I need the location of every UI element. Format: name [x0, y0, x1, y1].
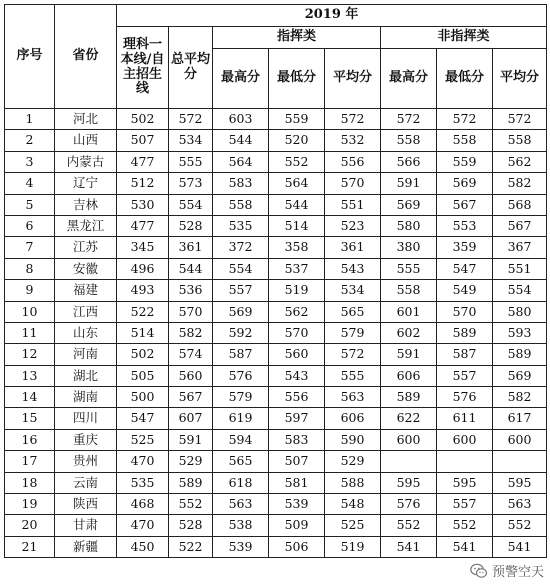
cell-line: 468 [117, 494, 169, 515]
cell-non-command-max: 622 [381, 408, 437, 429]
table-row [5, 194, 547, 215]
cell-command-min: 514 [269, 215, 325, 236]
cell-non-command-avg: 567 [493, 215, 547, 236]
cell-line: 535 [117, 472, 169, 493]
cell-non-command-max: 541 [381, 536, 437, 557]
cell-non-command-min: 589 [437, 322, 493, 343]
cell-non-command-max: 600 [381, 429, 437, 450]
table-row [5, 344, 547, 365]
cell-non-command-min: 359 [437, 237, 493, 258]
cell-province: 河北 [55, 109, 117, 130]
table-row [5, 494, 547, 515]
cell-command-min: 507 [269, 451, 325, 472]
cell-non-command-avg: 600 [493, 429, 547, 450]
cell-non-command-avg: 568 [493, 194, 547, 215]
cell-non-command-avg: 569 [493, 365, 547, 386]
cell-non-command-max: 591 [381, 173, 437, 194]
cell-non-command-min [437, 451, 493, 472]
cell-non-command-avg: 563 [493, 494, 547, 515]
cell-non-command-avg [493, 451, 547, 472]
cell-line: 500 [117, 387, 169, 408]
cell-total-avg: 522 [169, 536, 213, 557]
cell-non-command-max [381, 451, 437, 472]
cell-command-min: 552 [269, 151, 325, 172]
cell-index: 11 [5, 322, 55, 343]
cell-line: 450 [117, 536, 169, 557]
cell-non-command-avg: 552 [493, 515, 547, 536]
cell-index: 7 [5, 237, 55, 258]
cell-command-max: 563 [213, 494, 269, 515]
cell-non-command-min: 557 [437, 494, 493, 515]
header-non-command: 非指挥类 [381, 27, 547, 49]
table-row [5, 215, 547, 236]
header-index: 序号 [5, 5, 55, 109]
table-row [5, 301, 547, 322]
cell-command-max: 618 [213, 472, 269, 493]
cell-non-command-max: 555 [381, 258, 437, 279]
cell-province: 山西 [55, 130, 117, 151]
cell-non-command-avg: 572 [493, 109, 547, 130]
watermark [470, 561, 544, 580]
cell-index: 16 [5, 429, 55, 450]
cell-non-command-min: 611 [437, 408, 493, 429]
cell-province: 吉林 [55, 194, 117, 215]
cell-non-command-max: 566 [381, 151, 437, 172]
cell-index: 21 [5, 536, 55, 557]
cell-province: 辽宁 [55, 173, 117, 194]
table-row [5, 536, 547, 557]
cell-index: 2 [5, 130, 55, 151]
header-command-max: 最高分 [213, 49, 269, 109]
cell-non-command-min: 600 [437, 429, 493, 450]
cell-non-command-max: 580 [381, 215, 437, 236]
cell-non-command-max: 606 [381, 365, 437, 386]
table-row [5, 472, 547, 493]
cell-line: 505 [117, 365, 169, 386]
cell-command-min: 581 [269, 472, 325, 493]
cell-province: 湖南 [55, 387, 117, 408]
cell-line: 502 [117, 344, 169, 365]
table-body [5, 109, 547, 558]
header-command-min: 最低分 [269, 49, 325, 109]
cell-non-command-min: 587 [437, 344, 493, 365]
cell-command-max: 603 [213, 109, 269, 130]
cell-command-max: 535 [213, 215, 269, 236]
cell-command-min: 562 [269, 301, 325, 322]
cell-province: 贵州 [55, 451, 117, 472]
cell-non-command-avg: 551 [493, 258, 547, 279]
cell-total-avg: 582 [169, 322, 213, 343]
cell-non-command-min: 595 [437, 472, 493, 493]
cell-total-avg: 544 [169, 258, 213, 279]
cell-non-command-min: 559 [437, 151, 493, 172]
cell-command-avg: 572 [325, 109, 381, 130]
cell-line: 525 [117, 429, 169, 450]
cell-command-min: 506 [269, 536, 325, 557]
cell-index: 8 [5, 258, 55, 279]
cell-province: 内蒙古 [55, 151, 117, 172]
cell-command-max: 583 [213, 173, 269, 194]
cell-line: 477 [117, 215, 169, 236]
header-total-avg: 总平均分 [169, 27, 213, 109]
cell-command-max: 569 [213, 301, 269, 322]
cell-line: 522 [117, 301, 169, 322]
cell-total-avg: 573 [169, 173, 213, 194]
cell-line: 530 [117, 194, 169, 215]
wechat-icon [470, 563, 488, 579]
cell-command-avg: 572 [325, 344, 381, 365]
cell-non-command-avg: 562 [493, 151, 547, 172]
cell-index: 6 [5, 215, 55, 236]
cell-non-command-avg: 367 [493, 237, 547, 258]
cell-index: 10 [5, 301, 55, 322]
cell-command-min: 537 [269, 258, 325, 279]
cell-total-avg: 536 [169, 280, 213, 301]
cell-province: 陕西 [55, 494, 117, 515]
cell-non-command-max: 591 [381, 344, 437, 365]
cell-command-avg: 579 [325, 322, 381, 343]
table-row [5, 237, 547, 258]
cell-non-command-avg: 595 [493, 472, 547, 493]
cell-command-min: 539 [269, 494, 325, 515]
cell-command-max: 558 [213, 194, 269, 215]
cell-total-avg: 361 [169, 237, 213, 258]
header-province: 省份 [55, 5, 117, 109]
cell-non-command-min: 557 [437, 365, 493, 386]
header-non-command-avg: 平均分 [493, 49, 547, 109]
cell-non-command-min: 553 [437, 215, 493, 236]
cell-non-command-avg: 582 [493, 387, 547, 408]
cell-province: 四川 [55, 408, 117, 429]
cell-command-max: 564 [213, 151, 269, 172]
cell-line: 477 [117, 151, 169, 172]
cell-command-max: 538 [213, 515, 269, 536]
cell-non-command-min: 576 [437, 387, 493, 408]
cell-command-avg: 523 [325, 215, 381, 236]
cell-province: 云南 [55, 472, 117, 493]
cell-command-min: 556 [269, 387, 325, 408]
cell-command-avg: 565 [325, 301, 381, 322]
cell-command-avg: 563 [325, 387, 381, 408]
cell-province: 山东 [55, 322, 117, 343]
cell-non-command-min: 567 [437, 194, 493, 215]
cell-command-max: 579 [213, 387, 269, 408]
table-row [5, 408, 547, 429]
cell-command-avg: 361 [325, 237, 381, 258]
cell-command-min: 520 [269, 130, 325, 151]
cell-non-command-min: 558 [437, 130, 493, 151]
cell-non-command-avg: 558 [493, 130, 547, 151]
table-row [5, 451, 547, 472]
cell-command-max: 592 [213, 322, 269, 343]
cell-non-command-max: 558 [381, 280, 437, 301]
cell-command-avg: 551 [325, 194, 381, 215]
cell-command-max: 587 [213, 344, 269, 365]
cell-line: 470 [117, 451, 169, 472]
cell-non-command-max: 589 [381, 387, 437, 408]
cell-command-min: 544 [269, 194, 325, 215]
cell-non-command-min: 572 [437, 109, 493, 130]
cell-total-avg: 528 [169, 515, 213, 536]
cell-non-command-max: 576 [381, 494, 437, 515]
table-row [5, 151, 547, 172]
table-row [5, 130, 547, 151]
cell-province: 河南 [55, 344, 117, 365]
watermark-text: 预警空天 [491, 565, 544, 580]
cell-total-avg: 528 [169, 215, 213, 236]
cell-command-max: 539 [213, 536, 269, 557]
cell-index: 15 [5, 408, 55, 429]
cell-total-avg: 574 [169, 344, 213, 365]
cell-non-command-max: 380 [381, 237, 437, 258]
cell-command-min: 358 [269, 237, 325, 258]
cell-province: 甘肃 [55, 515, 117, 536]
cell-province: 安徽 [55, 258, 117, 279]
cell-total-avg: 607 [169, 408, 213, 429]
cell-non-command-avg: 582 [493, 173, 547, 194]
cell-command-min: 560 [269, 344, 325, 365]
cell-non-command-min: 541 [437, 536, 493, 557]
cell-command-min: 559 [269, 109, 325, 130]
cell-non-command-max: 602 [381, 322, 437, 343]
cell-total-avg: 560 [169, 365, 213, 386]
cell-total-avg: 589 [169, 472, 213, 493]
cell-command-avg: 548 [325, 494, 381, 515]
cell-non-command-min: 552 [437, 515, 493, 536]
table-row [5, 365, 547, 386]
cell-command-avg: 570 [325, 173, 381, 194]
table-row [5, 258, 547, 279]
cell-non-command-max: 569 [381, 194, 437, 215]
cell-command-avg: 606 [325, 408, 381, 429]
cell-province: 黑龙江 [55, 215, 117, 236]
cell-index: 3 [5, 151, 55, 172]
cell-command-min: 597 [269, 408, 325, 429]
cell-line: 496 [117, 258, 169, 279]
cell-non-command-avg: 593 [493, 322, 547, 343]
cell-command-avg: 529 [325, 451, 381, 472]
cell-command-min: 564 [269, 173, 325, 194]
table-row [5, 429, 547, 450]
cell-total-avg: 572 [169, 109, 213, 130]
score-table [4, 4, 547, 558]
cell-index: 13 [5, 365, 55, 386]
cell-index: 9 [5, 280, 55, 301]
cell-total-avg: 555 [169, 151, 213, 172]
cell-index: 14 [5, 387, 55, 408]
header-non-command-max: 最高分 [381, 49, 437, 109]
header-command: 指挥类 [213, 27, 381, 49]
cell-total-avg: 591 [169, 429, 213, 450]
table-row [5, 280, 547, 301]
cell-command-max: 372 [213, 237, 269, 258]
cell-command-max: 557 [213, 280, 269, 301]
cell-non-command-max: 558 [381, 130, 437, 151]
cell-non-command-avg: 617 [493, 408, 547, 429]
cell-total-avg: 534 [169, 130, 213, 151]
cell-non-command-min: 547 [437, 258, 493, 279]
cell-total-avg: 570 [169, 301, 213, 322]
cell-non-command-min: 570 [437, 301, 493, 322]
cell-non-command-min: 569 [437, 173, 493, 194]
cell-command-avg: 588 [325, 472, 381, 493]
cell-command-avg: 590 [325, 429, 381, 450]
cell-line: 470 [117, 515, 169, 536]
cell-command-max: 544 [213, 130, 269, 151]
cell-index: 4 [5, 173, 55, 194]
cell-line: 345 [117, 237, 169, 258]
cell-province: 江苏 [55, 237, 117, 258]
cell-province: 福建 [55, 280, 117, 301]
cell-total-avg: 552 [169, 494, 213, 515]
header-year: 2019 年 [117, 5, 547, 27]
cell-command-avg: 519 [325, 536, 381, 557]
cell-non-command-avg: 580 [493, 301, 547, 322]
table-row [5, 109, 547, 130]
table-header [5, 5, 547, 109]
cell-index: 5 [5, 194, 55, 215]
cell-command-max: 594 [213, 429, 269, 450]
cell-command-avg: 543 [325, 258, 381, 279]
cell-command-min: 570 [269, 322, 325, 343]
cell-command-min: 509 [269, 515, 325, 536]
table-row [5, 322, 547, 343]
cell-non-command-max: 601 [381, 301, 437, 322]
cell-non-command-max: 595 [381, 472, 437, 493]
header-command-avg: 平均分 [325, 49, 381, 109]
cell-command-min: 519 [269, 280, 325, 301]
cell-total-avg: 554 [169, 194, 213, 215]
cell-province: 湖北 [55, 365, 117, 386]
cell-non-command-avg: 541 [493, 536, 547, 557]
cell-command-max: 565 [213, 451, 269, 472]
cell-province: 江西 [55, 301, 117, 322]
cell-command-avg: 532 [325, 130, 381, 151]
cell-command-avg: 534 [325, 280, 381, 301]
cell-index: 1 [5, 109, 55, 130]
cell-command-min: 543 [269, 365, 325, 386]
cell-non-command-max: 572 [381, 109, 437, 130]
cell-line: 512 [117, 173, 169, 194]
cell-index: 19 [5, 494, 55, 515]
cell-non-command-max: 552 [381, 515, 437, 536]
cell-index: 18 [5, 472, 55, 493]
cell-index: 12 [5, 344, 55, 365]
cell-non-command-avg: 554 [493, 280, 547, 301]
cell-line: 502 [117, 109, 169, 130]
cell-province: 新疆 [55, 536, 117, 557]
cell-non-command-min: 549 [437, 280, 493, 301]
cell-command-max: 554 [213, 258, 269, 279]
table-row [5, 173, 547, 194]
cell-province: 重庆 [55, 429, 117, 450]
cell-line: 514 [117, 322, 169, 343]
cell-index: 17 [5, 451, 55, 472]
cell-command-max: 619 [213, 408, 269, 429]
cell-index: 20 [5, 515, 55, 536]
cell-total-avg: 567 [169, 387, 213, 408]
cell-line: 493 [117, 280, 169, 301]
table-row [5, 387, 547, 408]
cell-non-command-avg: 589 [493, 344, 547, 365]
cell-command-avg: 525 [325, 515, 381, 536]
cell-total-avg: 529 [169, 451, 213, 472]
cell-line: 507 [117, 130, 169, 151]
table-row [5, 515, 547, 536]
header-non-command-min: 最低分 [437, 49, 493, 109]
cell-command-max: 576 [213, 365, 269, 386]
cell-command-avg: 555 [325, 365, 381, 386]
cell-command-avg: 556 [325, 151, 381, 172]
header-line: 理科一本线/自主招生线 [117, 27, 169, 109]
cell-line: 547 [117, 408, 169, 429]
cell-command-min: 583 [269, 429, 325, 450]
